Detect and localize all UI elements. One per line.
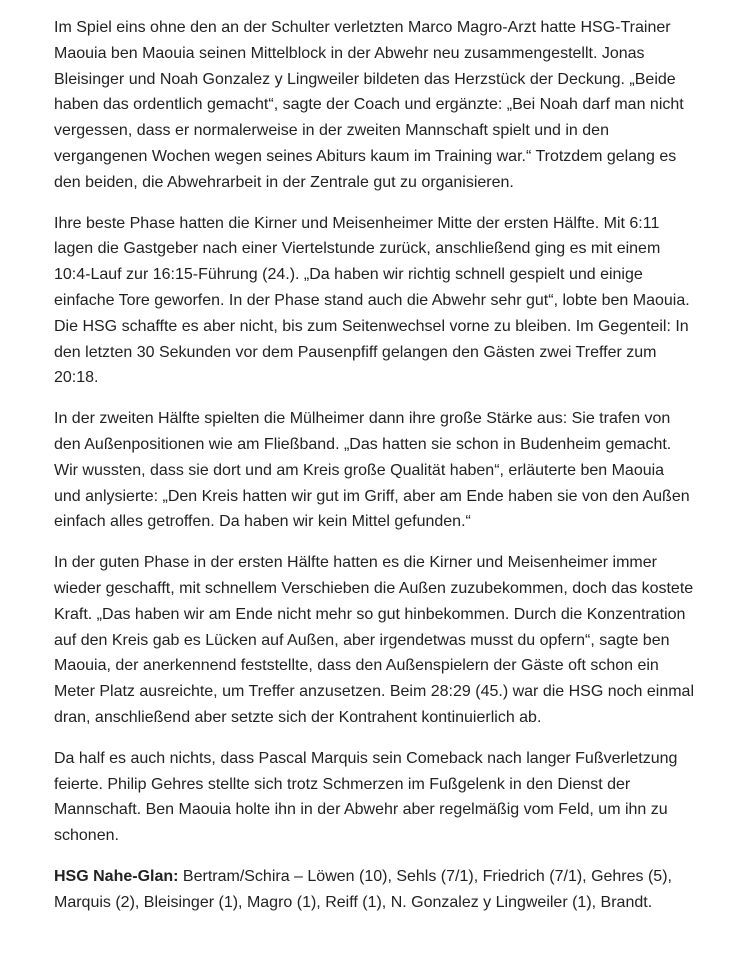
article-paragraph: Ihre beste Phase hatten die Kirner und Meisenheimer Mitte der ersten Hälfte. Mit 6:11 lagen die Gastgeber nach einer Viertelstunde zurück, anschließend ging es mit einem 10:4-Lauf zur 16:15-Führung (24.). „Da haben wir richtig schnell gespielt und einige einfache Tore geworfen. In der Phase stand auch die Abwehr sehr gut“, lobte ben Maouia. Die HSG schaffte es aber nicht, bis zum Seitenwechsel vorne zu bleiben. Im Gegenteil: In den letzten 30 Sekunden vor dem Pausenpfiff gelangen den Gästen zwei Treffer zum 20:18. bbox=[54, 214, 690, 387]
article-paragraph: In der zweiten Hälfte spielten die Mülheimer dann ihre große Stärke aus: Sie trafen von den Außenpositionen wie am Fließband. „Das hatten sie schon in Budenheim gemacht. Wir wussten, dass sie dort und am Kreis große Qualität haben“, erläuterte ben Maouia und anlysierte: „Den Kreis hatten wir gut im Griff, aber am Ende haben sie von den Außen einfach alles getroffen. Da haben wir kein Mittel gefunden.“ bbox=[54, 410, 690, 531]
team-lineup-label: HSG Nahe-Glan: bbox=[54, 867, 179, 885]
team-lineup-players: Bertram/Schira – Löwen (10), Sehls (7/1), Friedrich (7/1), Gehres (5), Marquis (2), Bleisinger (1), Magro (1), Reiff (1), N. Gonzalez y Lingweiler (1), Brandt. bbox=[54, 867, 672, 911]
team-lineup bbox=[54, 864, 694, 916]
article-paragraph: Im Spiel eins ohne den an der Schulter verletzten Marco Magro-Arzt hatte HSG-Trainer Maouia ben Maouia seinen Mittelblock in der Abwehr neu zusammengestellt. Jonas Bleisinger und Noah Gonzalez y Lingweiler bildeten das Herzstück der Deckung. „Beide haben das ordentlich gemacht“, sagte der Coach und ergänzte: „Bei Noah darf man nicht vergessen, dass er normalerweise in der zweiten Mannschaft spielt und in den vergangenen Wochen wegen seines Abiturs kaum im Training war.“ Trotzdem gelang es den beiden, die Abwehrarbeit in der Zentrale gut zu organisieren. bbox=[54, 19, 684, 191]
article-paragraph: Da half es auch nichts, dass Pascal Marquis sein Comeback nach langer Fußverletzung feierte. Philip Gehres stellte sich trotz Schmerzen im Fußgelenk in den Dienst der Mannschaft. Ben Maouia holte ihn in der Abwehr aber regelmäßig vom Feld, um ihn zu schonen. bbox=[54, 749, 678, 845]
article-paragraph: In der guten Phase in der ersten Hälfte hatten es die Kirner und Meisenheimer immer wieder geschafft, mit schnellem Verschieben die Außen zuzubekommen, doch das kostete Kraft. „Das haben wir am Ende nicht mehr so gut hinbekommen. Durch die Konzentration auf den Kreis gab es Lücken auf Außen, aber irgendetwas musst du opfern“, sagte ben Maouia, der anerkennend feststellte, dass den Außenspielern der Gäste oft schon ein Meter Platz ausreichte, um Treffer anzusetzen. Beim 28:29 (45.) war die HSG noch einmal dran, anschließend aber setzte sich der Kontrahent kontinuierlich ab. bbox=[54, 554, 694, 726]
article-body bbox=[54, 15, 694, 916]
